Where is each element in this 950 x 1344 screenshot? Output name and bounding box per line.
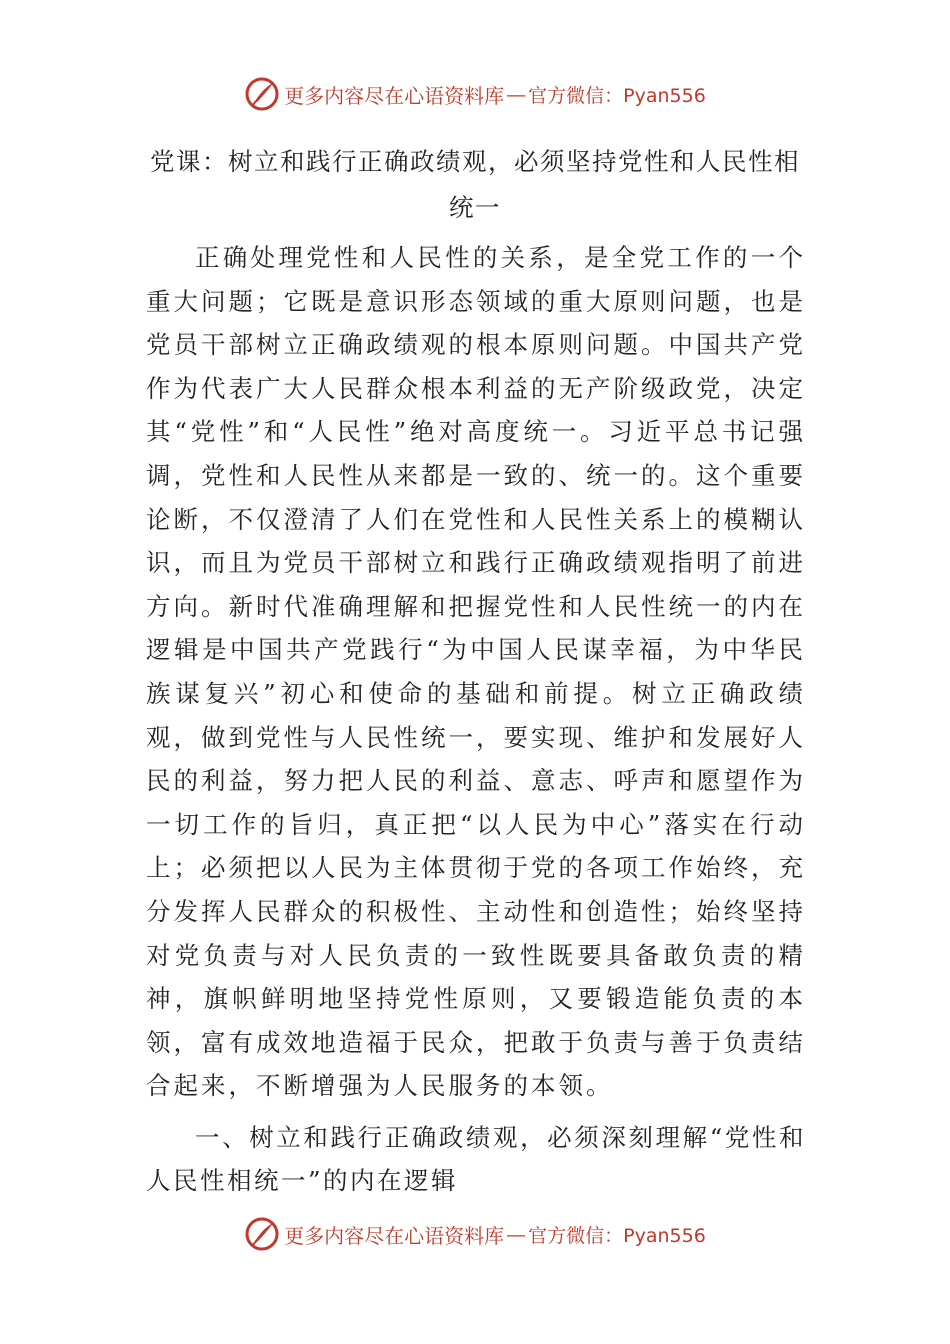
banner-dash: —	[506, 1222, 527, 1246]
quill-pen-logo-icon	[244, 1216, 280, 1252]
footer-watermark-banner	[0, 1212, 950, 1256]
section-heading: 一、树立和践行正确政绩观，必须深刻理解“党性和人民性相统一”的内在逻辑	[146, 1122, 806, 1196]
banner-main-text: 更多内容尽在心语资料库	[284, 83, 505, 108]
document-title: 党课：树立和践行正确政绩观，必须坚持党性和人民性相统一	[150, 147, 800, 222]
body-paragraph: 正确处理党性和人民性的关系，是全党工作的一个重大问题；它既是意识形态领域的重大原则问题，也是党员干部树立正确政绩观的根本原则问题。中国共产党作为代表广大人民群众根本利益的无产阶级政党，决定其“党性”和“人民性”绝对高度统一。习近平总书记强调，党性和人民性从来都是一致的、统一的。这个重要论断，不仅澄清了人们在党性和人民性关系上的模糊认识，而且为党员干部树立和践行正确政绩观指明了前进方向。新时代准确理解和把握党性和人民性统一的内在逻辑是中国共产党践行“为中国人民谋幸福，为中华民族谋复兴”初心和使命的基础和前提。树立正确政绩观，做到党性与人民性统一，要实现、维护和发展好人民的利益，努力把人民的利益、意志、呼声和愿望作为一切工作的旨归，真正把“以人民为中心”落实在行动上；必须把以人民为主体贯彻于党的各项工作始终，充分发挥人民群众的积极性、主动性和创造性；始终坚持对党负责与对人民负责的一致性既要具备敢负责的精神，旗帜鲜明地坚持党性原则，又要锻造能负责的本领，富有成效地造福于民众，把敢于负责与善于负责结合起来，不断增强为人民服务的本领。	[146, 243, 806, 1101]
quill-pen-logo-icon	[244, 76, 280, 112]
document-body	[146, 236, 806, 1203]
banner-contact-text: 官方微信：Pyan556	[528, 1224, 706, 1247]
header-watermark-banner	[0, 72, 950, 116]
banner-contact-text: 官方微信：Pyan556	[528, 84, 706, 107]
banner-dash: —	[506, 82, 527, 106]
banner-main-text: 更多内容尽在心语资料库	[284, 1223, 505, 1248]
